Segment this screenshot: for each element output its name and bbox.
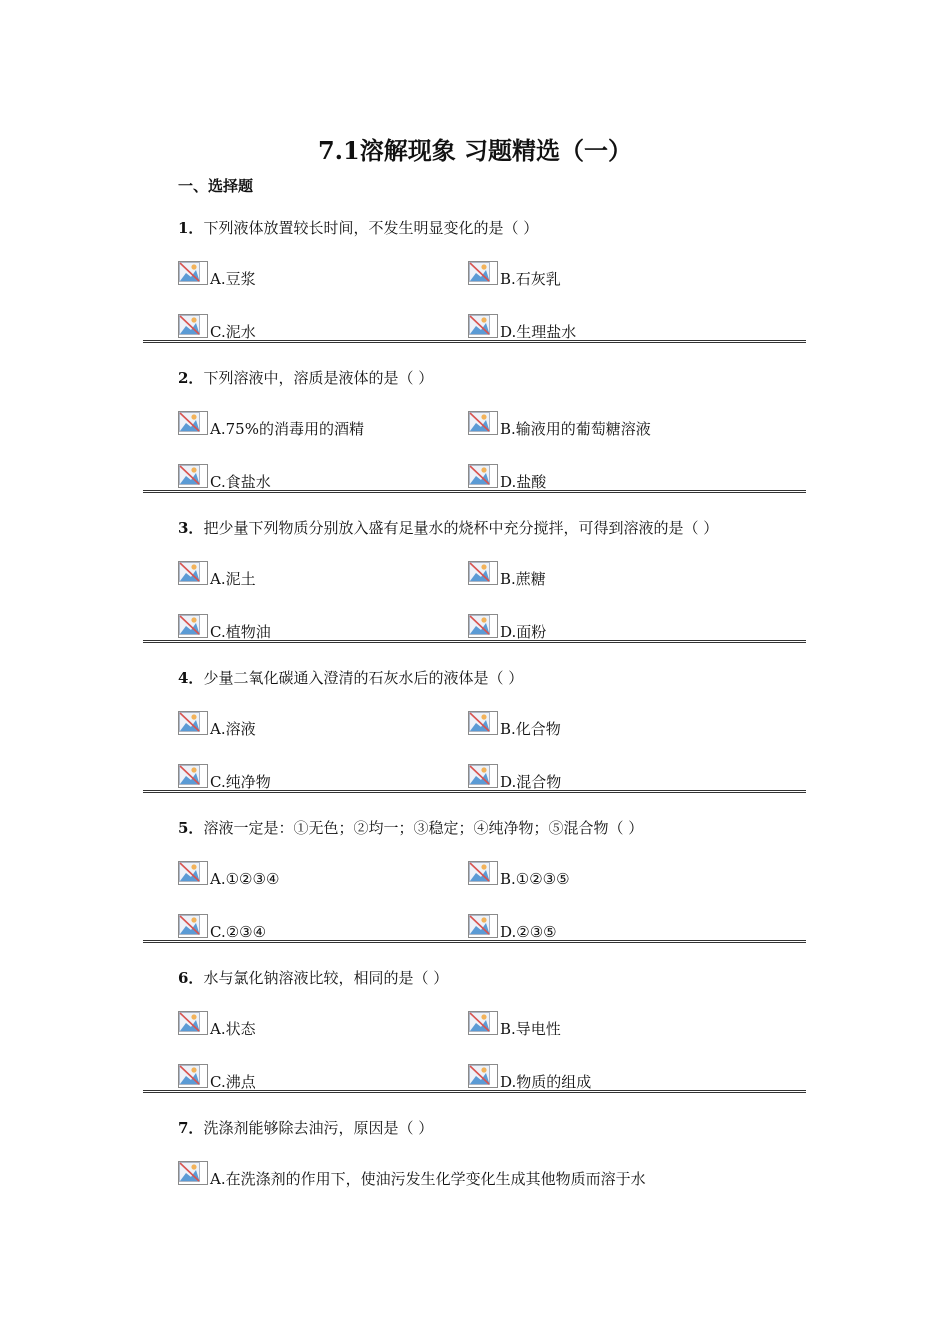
question-number: 7． bbox=[178, 1119, 204, 1137]
option-label: C.②③④ bbox=[210, 923, 267, 941]
broken-image-icon bbox=[468, 464, 498, 488]
option-label: B.蔗糖 bbox=[500, 570, 546, 588]
question-number: 2． bbox=[178, 369, 204, 387]
question-text: 溶液一定是：①无色；②均一；③稳定；④纯净物；⑤混合物（ ） bbox=[203, 819, 644, 837]
option-label: D.盐酸 bbox=[500, 473, 547, 491]
question-7 bbox=[0, 1117, 950, 1267]
question-separator bbox=[143, 640, 806, 643]
broken-image-icon bbox=[468, 314, 498, 338]
option-label: C.纯净物 bbox=[210, 773, 271, 791]
broken-image-icon bbox=[468, 764, 498, 788]
question-number: 1． bbox=[178, 219, 204, 237]
question-separator bbox=[143, 1090, 806, 1093]
question-separator bbox=[143, 940, 806, 943]
question-4 bbox=[0, 667, 950, 817]
broken-image-icon bbox=[468, 614, 498, 638]
broken-image-icon bbox=[468, 411, 498, 435]
question-stem bbox=[178, 817, 643, 839]
option-label: A.①②③④ bbox=[210, 870, 280, 888]
broken-image-icon bbox=[178, 261, 208, 285]
question-1 bbox=[0, 217, 950, 367]
option-label: B.①②③⑤ bbox=[500, 870, 570, 888]
question-text: 洗涤剂能够除去油污，原因是（ ） bbox=[203, 1119, 434, 1137]
question-stem bbox=[178, 517, 718, 539]
question-stem bbox=[178, 667, 523, 689]
broken-image-icon bbox=[178, 561, 208, 585]
broken-image-icon bbox=[468, 914, 498, 938]
broken-image-icon bbox=[178, 861, 208, 885]
broken-image-icon bbox=[468, 1011, 498, 1035]
question-number: 3． bbox=[178, 519, 204, 537]
option-label: B.化合物 bbox=[500, 720, 561, 738]
broken-image-icon bbox=[178, 711, 208, 735]
option-label: C.食盐水 bbox=[210, 473, 271, 491]
question-separator bbox=[143, 340, 806, 343]
question-text: 下列溶液中，溶质是液体的是（ ） bbox=[203, 369, 434, 387]
option-label: A.状态 bbox=[210, 1020, 256, 1038]
option-label: C.沸点 bbox=[210, 1073, 256, 1091]
option-label: A.75%的消毒用的酒精 bbox=[210, 420, 364, 438]
question-3 bbox=[0, 517, 950, 667]
question-5 bbox=[0, 817, 950, 967]
option-label: D.面粉 bbox=[500, 623, 547, 641]
question-2 bbox=[0, 367, 950, 517]
question-text: 水与氯化钠溶液比较，相同的是（ ） bbox=[203, 969, 449, 987]
option-label: D.生理盐水 bbox=[500, 323, 577, 341]
question-text: 把少量下列物质分别放入盛有足量水的烧杯中充分搅拌，可得到溶液的是（ ） bbox=[203, 519, 719, 537]
broken-image-icon bbox=[178, 411, 208, 435]
question-number: 6． bbox=[178, 969, 204, 987]
broken-image-icon bbox=[178, 464, 208, 488]
broken-image-icon bbox=[178, 1011, 208, 1035]
option-label: A.豆浆 bbox=[210, 270, 256, 288]
broken-image-icon bbox=[468, 711, 498, 735]
option-label: C.泥水 bbox=[210, 323, 256, 341]
option-label: B.石灰乳 bbox=[500, 270, 561, 288]
question-text: 下列液体放置较长时间，不发生明显变化的是（ ） bbox=[203, 219, 539, 237]
question-stem bbox=[178, 217, 538, 239]
question-text: 少量二氧化碳通入澄清的石灰水后的液体是（ ） bbox=[203, 669, 524, 687]
broken-image-icon bbox=[178, 764, 208, 788]
option-label: A.在洗涤剂的作用下，使油污发生化学变化生成其他物质而溶于水 bbox=[210, 1170, 646, 1188]
broken-image-icon bbox=[178, 1161, 208, 1185]
option-label: A.泥土 bbox=[210, 570, 256, 588]
broken-image-icon bbox=[468, 1064, 498, 1088]
broken-image-icon bbox=[468, 861, 498, 885]
question-stem bbox=[178, 967, 448, 989]
question-number: 5． bbox=[178, 819, 204, 837]
option-label: D.②③⑤ bbox=[500, 923, 557, 941]
option-label: C.植物油 bbox=[210, 623, 271, 641]
broken-image-icon bbox=[178, 914, 208, 938]
broken-image-icon bbox=[178, 314, 208, 338]
option-label: B.导电性 bbox=[500, 1020, 561, 1038]
broken-image-icon bbox=[178, 614, 208, 638]
broken-image-icon bbox=[468, 561, 498, 585]
broken-image-icon bbox=[178, 1064, 208, 1088]
question-separator bbox=[143, 790, 806, 793]
broken-image-icon bbox=[468, 261, 498, 285]
option-label: D.混合物 bbox=[500, 773, 562, 791]
question-stem bbox=[178, 1117, 433, 1139]
question-separator bbox=[143, 490, 806, 493]
option-label: D.物质的组成 bbox=[500, 1073, 592, 1091]
option-label: A.溶液 bbox=[210, 720, 256, 738]
section-title: 一、选择题 bbox=[178, 177, 254, 195]
question-stem bbox=[178, 367, 433, 389]
question-number: 4． bbox=[178, 669, 204, 687]
page-title: 7.1溶解现象 习题精选（一） bbox=[317, 136, 633, 165]
question-6 bbox=[0, 967, 950, 1117]
option-label: B.输液用的葡萄糖溶液 bbox=[500, 420, 651, 438]
